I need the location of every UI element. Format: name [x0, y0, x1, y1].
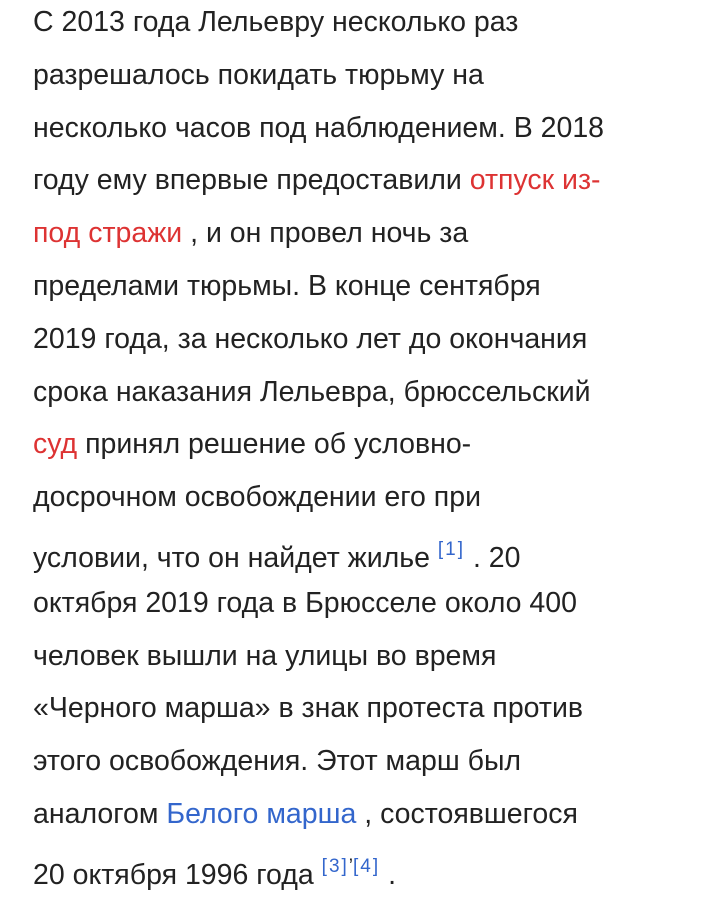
text-run: аналогом: [33, 797, 167, 830]
text-run: несколько часов под наблюдением. В 2018: [33, 111, 605, 144]
text-run: срока наказания Лельевра, брюссельский: [33, 375, 591, 408]
text-run: «Черного марша» в знак протеста против: [33, 692, 584, 725]
text-line: [33, 158, 693, 211]
text-line: [33, 264, 693, 317]
reference-link[interactable]: [4]: [353, 855, 381, 877]
text-run: , и он провел ночь за: [182, 217, 469, 250]
inline-link[interactable]: под стражи: [33, 217, 183, 250]
inline-link[interactable]: суд: [33, 428, 78, 461]
text-line: [33, 634, 693, 687]
text-line: [33, 581, 693, 634]
text-run: году ему впервые предоставили: [33, 164, 470, 197]
text-run: человек вышли на улицы во время: [33, 639, 497, 672]
text-run: 20 октября 1996 года: [33, 858, 322, 891]
text-line: [33, 0, 693, 53]
text-run: принял решение об условно-: [77, 428, 472, 461]
text-run: .: [380, 858, 396, 891]
text-run: С 2013 года Лельевру несколько раз: [33, 6, 519, 38]
text-line: [33, 370, 693, 423]
article-paragraph: [33, 0, 693, 898]
text-line: [33, 211, 693, 264]
text-line: [33, 739, 693, 792]
text-line: [33, 422, 693, 475]
text-line: [33, 317, 693, 370]
text-line: [33, 686, 693, 739]
text-run: пределами тюрьмы. В конце сентября: [33, 269, 541, 302]
text-run: разрешалось покидать тюрьму на: [33, 58, 484, 91]
text-run: условии, что он найдет жилье: [33, 541, 438, 574]
inline-link[interactable]: отпуск из-: [469, 164, 601, 197]
text-line: [33, 475, 693, 528]
text-run: досрочном освобождении его при: [33, 481, 482, 514]
reference-separator: ’: [348, 855, 354, 877]
text-line: [33, 53, 693, 106]
reference-link[interactable]: [1]: [437, 538, 466, 560]
text-run: , состоявшегося: [356, 797, 578, 830]
text-line: [33, 792, 693, 845]
text-run: октября 2019 года в Брюсселе около 400: [33, 586, 577, 619]
reference-link[interactable]: [3]: [321, 855, 349, 877]
inline-link[interactable]: Белого марша: [166, 797, 357, 830]
text-run: . 20: [465, 541, 521, 574]
text-line: [33, 845, 693, 898]
text-run: 2019 года, за несколько лет до окончания: [33, 322, 588, 355]
text-run: этого освобождения. Этот марш был: [33, 745, 522, 778]
text-line: [33, 528, 693, 581]
text-line: [33, 106, 693, 159]
